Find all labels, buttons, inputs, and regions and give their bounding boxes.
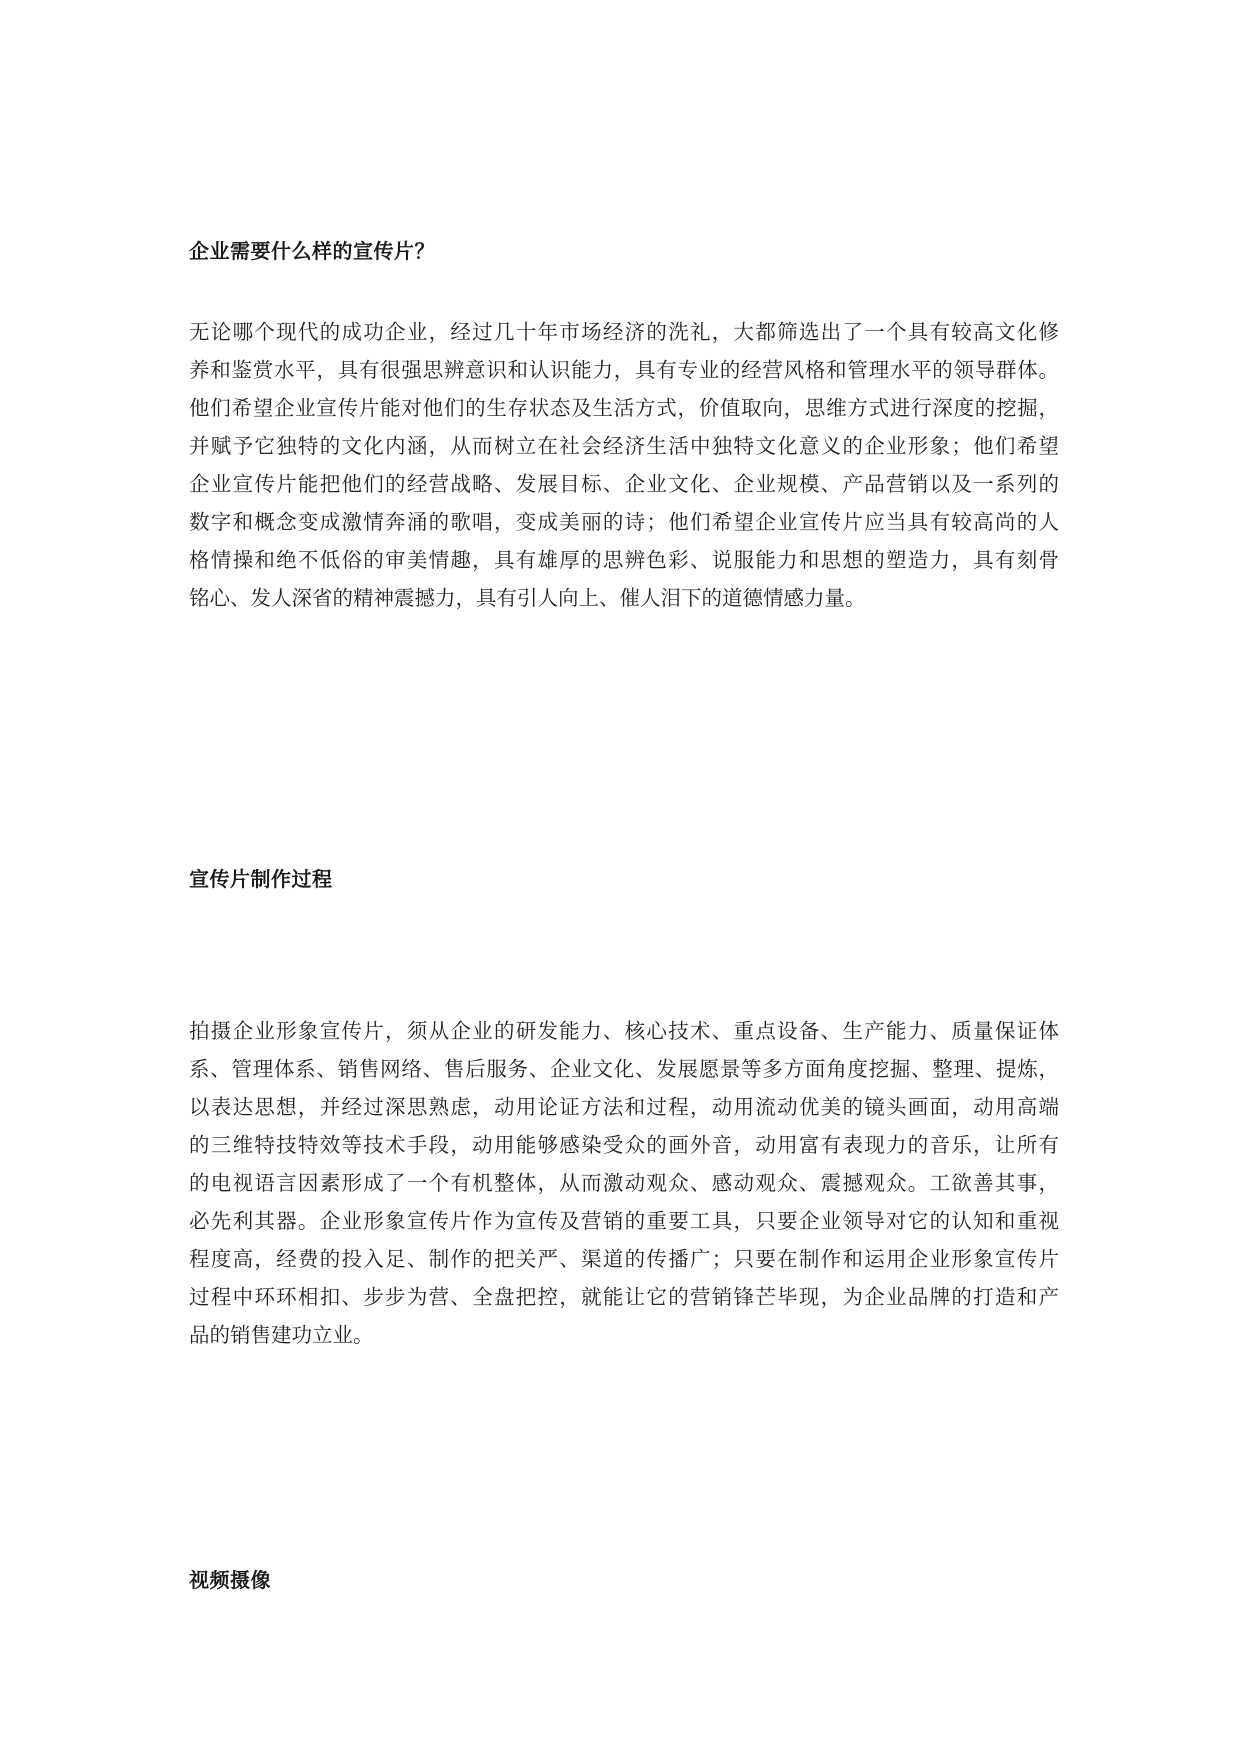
section-paragraph-1 bbox=[189, 313, 1059, 617]
paragraph-line: 格情操和绝不低俗的审美情趣，具有雄厚的思辨色彩、说服能力和思想的塑造力，具有刻骨 bbox=[189, 548, 1059, 572]
paragraph-line: 以表达思想，并经过深思熟虑，动用论证方法和过程，动用流动优美的镜头画面，动用高端 bbox=[189, 1095, 1059, 1119]
section-heading-2: 宣传片制作过程 bbox=[189, 867, 333, 891]
paragraph-line: 数字和概念变成激情奔涌的歌唱，变成美丽的诗；他们希望企业宣传片应当具有较高尚的人 bbox=[189, 510, 1059, 534]
paragraph-line: 拍摄企业形象宣传片，须从企业的研发能力、核心技术、重点设备、生产能力、质量保证体 bbox=[189, 1019, 1059, 1043]
paragraph-line: 品的销售建功立业。 bbox=[189, 1323, 374, 1347]
paragraph-line: 系、管理体系、销售网络、售后服务、企业文化、发展愿景等多方面角度挖掘、整理、提炼， bbox=[189, 1057, 1059, 1081]
paragraph-line: 过程中环环相扣、步步为营、全盘把控，就能让它的营销锋芒毕现，为企业品牌的打造和产 bbox=[189, 1285, 1059, 1309]
paragraph-line: 铭心、发人深省的精神震撼力，具有引人向上、催人泪下的道德情感力量。 bbox=[189, 586, 866, 610]
paragraph-line: 企业宣传片能把他们的经营战略、发展目标、企业文化、企业规模、产品营销以及一系列的 bbox=[189, 472, 1059, 496]
paragraph-line: 他们希望企业宣传片能对他们的生存状态及生活方式，价值取向，思维方式进行深度的挖掘， bbox=[189, 396, 1059, 420]
paragraph-line: 的电视语言因素形成了一个有机整体，从而激动观众、感动观众、震撼观众。工欲善其事， bbox=[189, 1171, 1059, 1195]
section-paragraph-2 bbox=[189, 1012, 1059, 1354]
section-heading-1: 企业需要什么样的宣传片？ bbox=[189, 239, 435, 263]
paragraph-line: 程度高，经费的投入足、制作的把关严、渠道的传播广；只要在制作和运用企业形象宣传片 bbox=[189, 1247, 1059, 1271]
paragraph-line: 养和鉴赏水平，具有很强思辨意识和认识能力，具有专业的经营风格和管理水平的领导群体。 bbox=[189, 358, 1059, 382]
paragraph-line: 的三维特技特效等技术手段，动用能够感染受众的画外音，动用富有表现力的音乐，让所有 bbox=[189, 1133, 1059, 1157]
paragraph-line: 无论哪个现代的成功企业，经过几十年市场经济的洗礼，大都筛选出了一个具有较高文化修 bbox=[189, 320, 1059, 344]
section-heading-3: 视频摄像 bbox=[189, 1568, 271, 1592]
paragraph-line: 并赋予它独特的文化内涵，从而树立在社会经济生活中独特文化意义的企业形象；他们希望 bbox=[189, 434, 1059, 458]
paragraph-line: 必先利其器。企业形象宣传片作为宣传及营销的重要工具，只要企业领导对它的认知和重视 bbox=[189, 1209, 1059, 1233]
